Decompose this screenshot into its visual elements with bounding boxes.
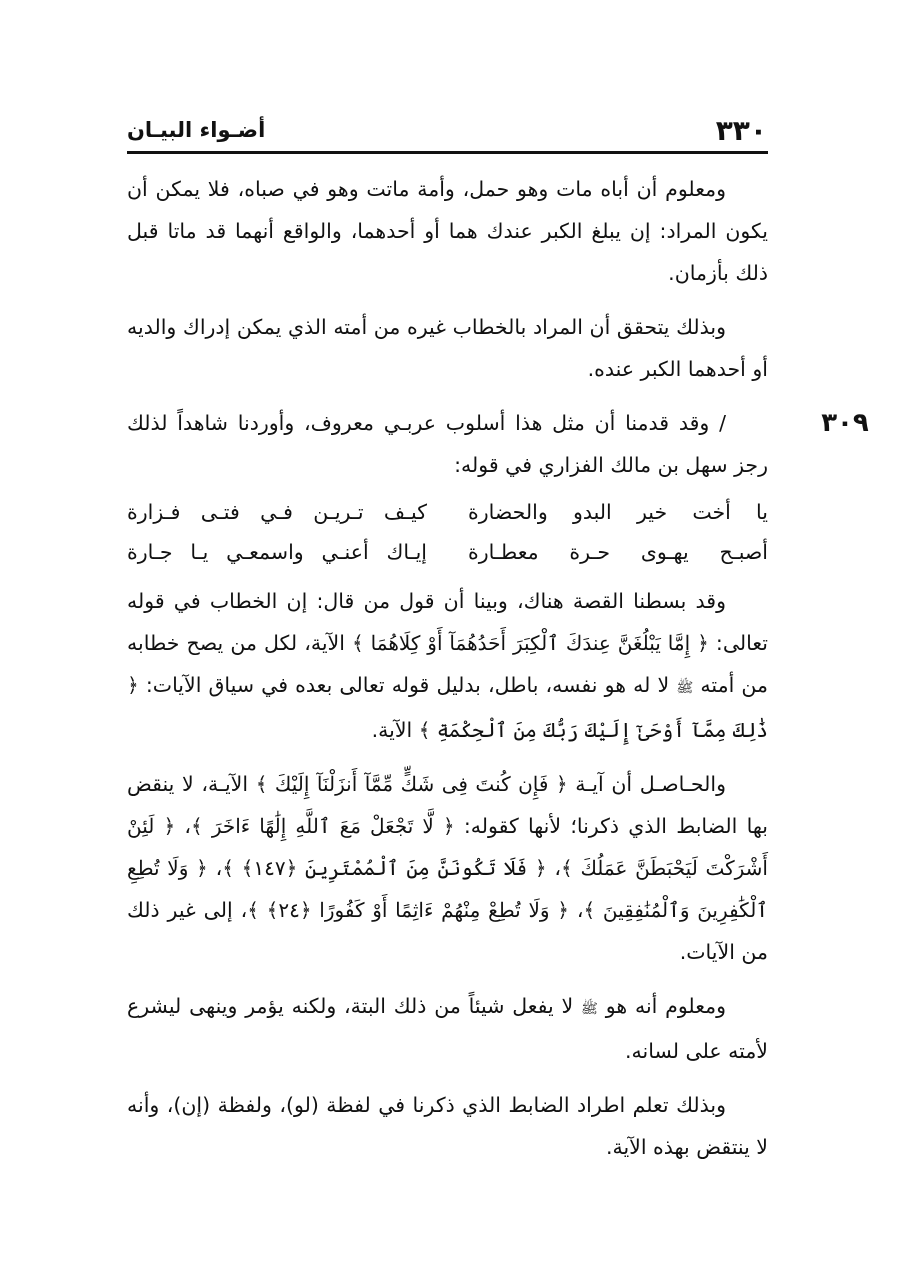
margin-page-marker: ٣٠٩ — [821, 408, 869, 438]
poem-hemistich-second: إيـاك أعنـي واسمعـي يـا جـارة — [127, 540, 427, 564]
paragraph-5-text: الآيـة، لا ينقض بها الضابط الذي ذكرنا؛ لأنها كقوله: — [127, 772, 769, 838]
poem-hemistich-first: أصبـح يهـوى حـرة معطـارة — [468, 540, 768, 564]
page-number: ٣٣٠ — [715, 114, 767, 147]
paragraph-7: وبذلك تعلم اطراد الضابط الذي ذكرنا في لفظة (لو)، ولفظة (إن)، وأنه لا ينتقض بهذه الآية. — [127, 1093, 768, 1159]
page-body — [127, 168, 869, 1180]
poem-line — [127, 492, 768, 532]
paragraph-3 — [127, 402, 869, 486]
quran-quote: ﴿ وَلَا تُطِعْ مِنْهُمْ ءَاثِمًا أَوْ كَفُورًا ﴿٢٤﴾ ﴾ — [247, 898, 569, 922]
paragraph-4-text: الآية، لكل من يصح خطابه من أمته — [127, 631, 768, 697]
poem — [127, 492, 768, 572]
salla-symbol: ﷺ — [676, 680, 694, 696]
poem-hemistich-second: كيـف تـريـن فـي فتـى فـزارة — [127, 500, 427, 524]
paragraph-6-text: لا يفعل شيئاً من ذلك البتة، ولكنه يؤمر وينهى ليشرع لأمته على لسانه. — [127, 994, 768, 1063]
quran-quote: ﴿ وَلَا تُطِعِ ٱلْكَٰفِرِينَ وَٱلْمُنَٰفِقِينَ ﴾ — [127, 856, 769, 922]
paragraph-6-text: ومعلوم أنه هو — [605, 994, 726, 1018]
paragraph-5: والحـاصـل أن آيـة ﴿ فَإِن كُنتَ فِى شَكٍّ مِّمَّآ أَنزَلْنَآ إِلَيْكَ ﴾ الآيـة، لا ينقض بها الضابط الذي ذكرنا؛ لأنها كقوله: ﴿ لَّا تَجْعَلْ مَعَ ٱللَّهِ إِلَٰهًا ءَاخَرَ ﴾، ﴿ لَئِنْ أَشْرَكْتَ لَيَحْبَطَنَّ عَمَلُكَ ﴾، ﴿ فَلَا تَكُونَنَّ مِنَ ٱلْمُمْتَرِينَ ﴿١٤٧﴾ ﴾، ﴿ وَلَا تُطِعِ ٱلْكَٰفِرِينَ وَٱلْمُنَٰفِقِينَ ﴾، ﴿ وَلَا تُطِعْ مِنْهُمْ ءَاثِمًا أَوْ كَفُورًا ﴿٢٤﴾ ﴾، إلى غير ذلك من الآيات. — [127, 772, 769, 964]
running-title: أضـواء البيـان — [127, 118, 266, 142]
paragraph-2: وبذلك يتحقق أن المراد بالخطاب غيره من أمته الذي يمكن إدراك والديه أو أحدهما الكبر عنده. — [127, 315, 768, 381]
poem-hemistich-first: يا أخت خير البدو والحضارة — [468, 500, 768, 524]
quran-quote: ﴿ لَّا تَجْعَلْ مَعَ ٱللَّهِ إِلَٰهًا ءَاخَرَ ﴾ — [191, 814, 455, 838]
paragraph-5-text: والحـاصـل أن آيـة — [575, 772, 726, 796]
header-rule — [127, 151, 768, 154]
paragraph-6 — [127, 985, 768, 1072]
quran-quote: ﴿ فَإِن كُنتَ فِى شَكٍّ مِّمَّآ أَنزَلْنَآ إِلَيْكَ ﴾ — [255, 772, 568, 796]
paragraph-4 — [127, 580, 768, 751]
quran-quote: ﴿ ذَٰلِكَ مِمَّآ أَوْحَىٰٓ إِلَيْكَ رَبُّكَ مِنَ ٱلْحِكْمَةِ ﴾ — [127, 673, 768, 742]
paragraph-4-text: وقد بسطنا القصة هناك، وبينا أن قول من قال: إن الخطاب في قوله تعالى: — [127, 589, 768, 655]
paragraph-5-text: إلى غير ذلك من الآيات. — [127, 898, 768, 964]
quran-quote: ﴿ لَئِنْ أَشْرَكْتَ لَيَحْبَطَنَّ عَمَلُكَ ﴾ — [127, 814, 768, 880]
quran-quote: ﴿ فَلَا تَكُونَنَّ مِنَ ٱلْمُمْتَرِينَ ﴿١٤٧﴾ ﴾ — [222, 856, 547, 880]
quran-quote: ﴿ إِمَّا يَبْلُغَنَّ عِندَكَ ٱلْكِبَرَ أَحَدُهُمَآ أَوْ كِلَاهُمَا ﴾ — [352, 631, 709, 655]
paragraph-3-text: / وقد قدمنا أن مثل هذا أسلوب عربـي معروف، وأوردنا شاهداً لذلك رجز سهل بن مالك الفزاري في قوله: — [127, 411, 768, 477]
paragraph-1: ومعلوم أن أباه مات وهو حمل، وأمة ماتت وهو في صباه، فلا يمكن أن يكون المراد: إن يبلغ الكبر عندك هما أو أحدهما، والواقع أنهما قد ماتا قبل ذلك بأزمان. — [127, 177, 768, 285]
salla-symbol: ﷺ — [581, 1001, 598, 1017]
paragraph-4-text: لا له هو نفسه، باطل، بدليل قوله تعالى بعده في سياق الآيات: — [145, 673, 670, 697]
paragraph-4-text: الآية. — [371, 718, 413, 742]
page-header — [127, 108, 767, 150]
poem-line — [127, 532, 768, 572]
